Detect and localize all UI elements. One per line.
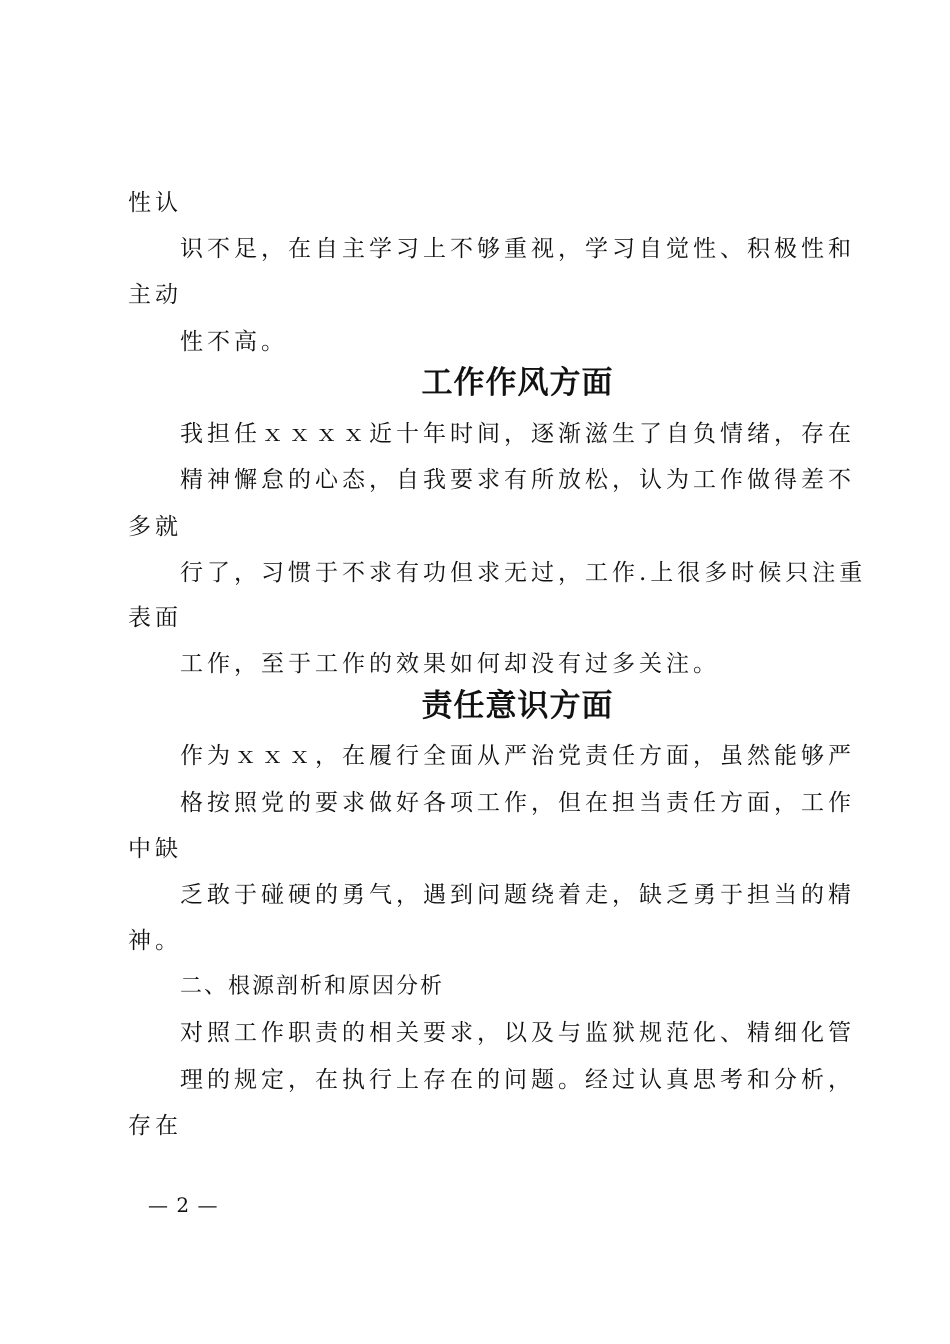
text-line: 工作，至于工作的效果如何却没有过多关注。 — [180, 651, 720, 677]
text-line: 作为ｘｘｘ，在履行全面从严治党责任方面，虽然能够严 — [180, 743, 855, 769]
text-line: 神。 — [128, 928, 182, 954]
section-heading: 责任意识方面 — [421, 688, 614, 724]
text-line: 格按照党的要求做好各项工作，但在担当责任方面，工作 — [180, 790, 855, 816]
text-line: 精神懈怠的心态，自我要求有所放松，认为工作做得差不 — [180, 467, 855, 493]
page-number: — 2 — — [148, 1193, 219, 1217]
text-line: 存在 — [128, 1113, 182, 1139]
text-line: 主动 — [128, 282, 182, 308]
text-line: 表面 — [128, 605, 182, 631]
text-line: 乏敢于碰硬的勇气，遇到问题绕着走，缺乏勇于担当的精 — [180, 882, 855, 908]
sub-heading: 二、根源剖析和原因分析 — [180, 974, 445, 999]
text-line: 对照工作职责的相关要求，以及与监狱规范化、精细化管 — [180, 1020, 855, 1046]
text-line: 性认 — [128, 190, 182, 216]
text-line: 中缺 — [128, 836, 182, 862]
text-line: 多就 — [128, 514, 182, 540]
text-line: 理的规定，在执行上存在的问题。经过认真思考和分析， — [180, 1067, 855, 1093]
text-line: 识不足，在自主学习上不够重视，学习自觉性、积极性和 — [180, 236, 855, 262]
text-line: 性不高。 — [180, 329, 288, 355]
section-heading: 工作作风方面 — [421, 365, 614, 401]
text-line: 我担任ｘｘｘｘ近十年时间，逐渐滋生了自负情绪，存在 — [180, 421, 855, 447]
text-line: 行了，习惯于不求有功但求无过，工作.上很多时候只注重 — [180, 560, 867, 586]
